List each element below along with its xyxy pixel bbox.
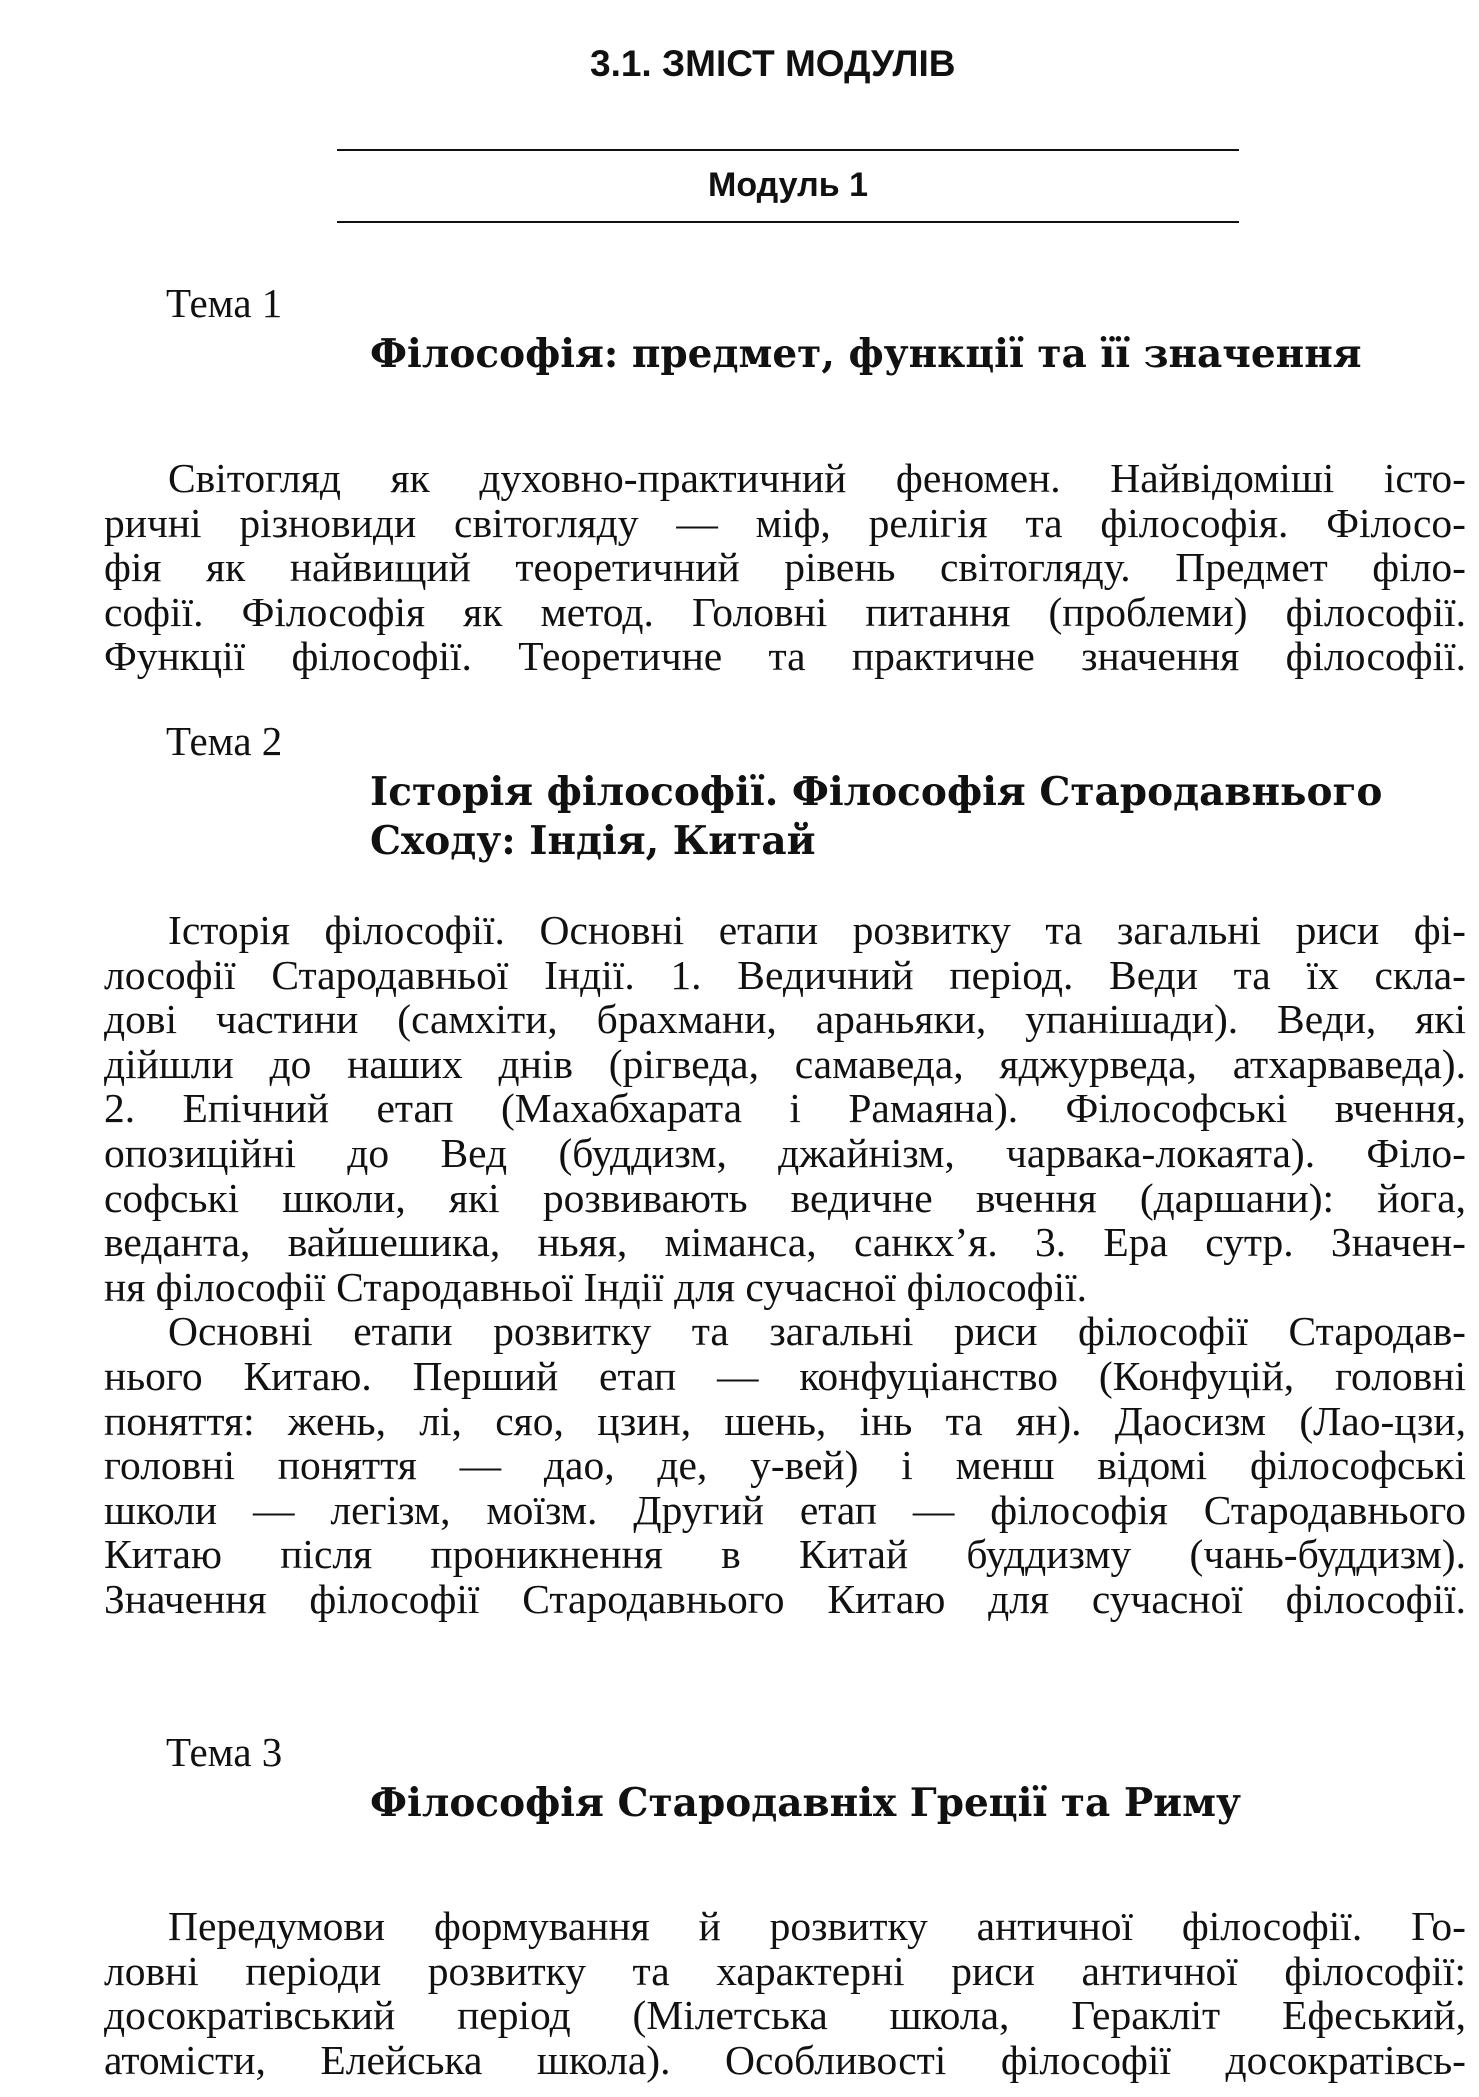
text-line: нього Китаю. Перший етап — конфуціанство (Конфуцій, головні — [104, 1352, 1466, 1399]
module-rule-bottom — [337, 221, 1239, 223]
topic-1-heading — [370, 330, 1460, 379]
topic-3-label: Тема 3 — [166, 1729, 283, 1775]
section-title: 3.1. ЗМІСТ МОДУЛІВ — [590, 43, 956, 84]
topic-2-paragraph-1 — [104, 908, 1466, 1309]
topic-1-paragraph-1 — [104, 456, 1466, 679]
text-line: атомісти, Елейська школа). Особливості філософії досократівсь- — [104, 2036, 1466, 2083]
text-line: дові частини (самхіти, брахмани, араньяки, упанішади). Веди, які — [104, 996, 1466, 1043]
topic-3-heading-line: Філософія Стародавніх Греції та Риму — [370, 1780, 1241, 1826]
text-line: 2. Епічний етап (Махабхарата і Рамаяна). Філософські вчення, — [104, 1085, 1466, 1132]
module-title: Модуль 1 — [708, 166, 868, 204]
topic-2-label: Тема 2 — [166, 718, 283, 764]
text-line: ричні різновиди світогляду — міф, релігія та філософія. Філосо- — [104, 499, 1466, 546]
topic-3-paragraph-1 — [104, 1904, 1466, 2082]
text-line: софії. Філософія як метод. Головні питання (проблеми) філософії. — [104, 588, 1466, 635]
topic-1-heading-line: Філософія: предмет, функції та її значення — [370, 331, 1362, 377]
text-line: досократівський період (Мілетська школа, Геракліт Ефеський, — [104, 1992, 1466, 2039]
text-line: Передумови формування й розвитку античної філософії. Го- — [168, 1903, 1466, 1949]
topic-2-heading-line: Історія філософії. Філософія Стародавнього — [370, 769, 1383, 815]
topic-3-heading — [370, 1779, 1460, 1828]
text-line: веданта, вайшешика, ньяя, міманса, санкх’я. 3. Ера сутр. Значен- — [104, 1219, 1466, 1266]
topic-2-paragraph-2 — [104, 1309, 1466, 1621]
text-line: головні поняття — дао, де, у-вей) і менш відомі філософські — [104, 1442, 1466, 1489]
text-line: Історія філософії. Основні етапи розвитку та загальні риси фі- — [168, 907, 1466, 953]
text-line: Китаю після проникнення в Китай буддизму (чань-буддизм). — [104, 1531, 1466, 1578]
text-line: школи — легізм, моїзм. Другий етап — філософія Стародавнього — [104, 1486, 1466, 1533]
text-line: дійшли до наших днів (рігведа, самаведа, яджурведа, атхарваведа). — [104, 1040, 1466, 1087]
text-line: ня філософії Стародавньої Індії для сучасної філософії. — [104, 1263, 1087, 1310]
topic-2-heading — [370, 768, 1460, 866]
topic-1-body — [104, 456, 1466, 679]
topic-1-label: Тема 1 — [166, 280, 283, 326]
text-line: поняття: жень, лі, сяо, цзин, шень, інь та ян). Даосизм (Лао-цзи, — [104, 1397, 1466, 1444]
topic-2-heading-line: Сходу: Індія, Китай — [370, 818, 816, 864]
text-line: опозиційні до Вед (буддизм, джайнізм, чарвака-локаята). Філо- — [104, 1129, 1466, 1176]
topic-3-body — [104, 1904, 1466, 2082]
text-line: лософії Стародавньої Індії. 1. Ведичний період. Веди та їх скла- — [104, 951, 1466, 998]
text-line: ловні періоди розвитку та характерні риси античної філософії: — [104, 1947, 1466, 1994]
text-line: Світогляд як духовно-практичний феномен. Найвідоміші істо- — [168, 455, 1466, 501]
text-line: фія як найвищий теоретичний рівень світогляду. Предмет філо- — [104, 544, 1466, 591]
text-line: Основні етапи розвитку та загальні риси філософії Стародав- — [168, 1308, 1466, 1355]
module-rule-top — [337, 149, 1239, 151]
topic-2-body — [104, 908, 1466, 1622]
text-line: Функції філософії. Теоретичне та практичне значення філософії. — [104, 633, 1466, 680]
text-line: Значення філософії Стародавнього Китаю для сучасної філософії. — [104, 1575, 1466, 1622]
text-line: софські школи, які розвивають ведичне вчення (даршани): йога, — [104, 1174, 1466, 1221]
